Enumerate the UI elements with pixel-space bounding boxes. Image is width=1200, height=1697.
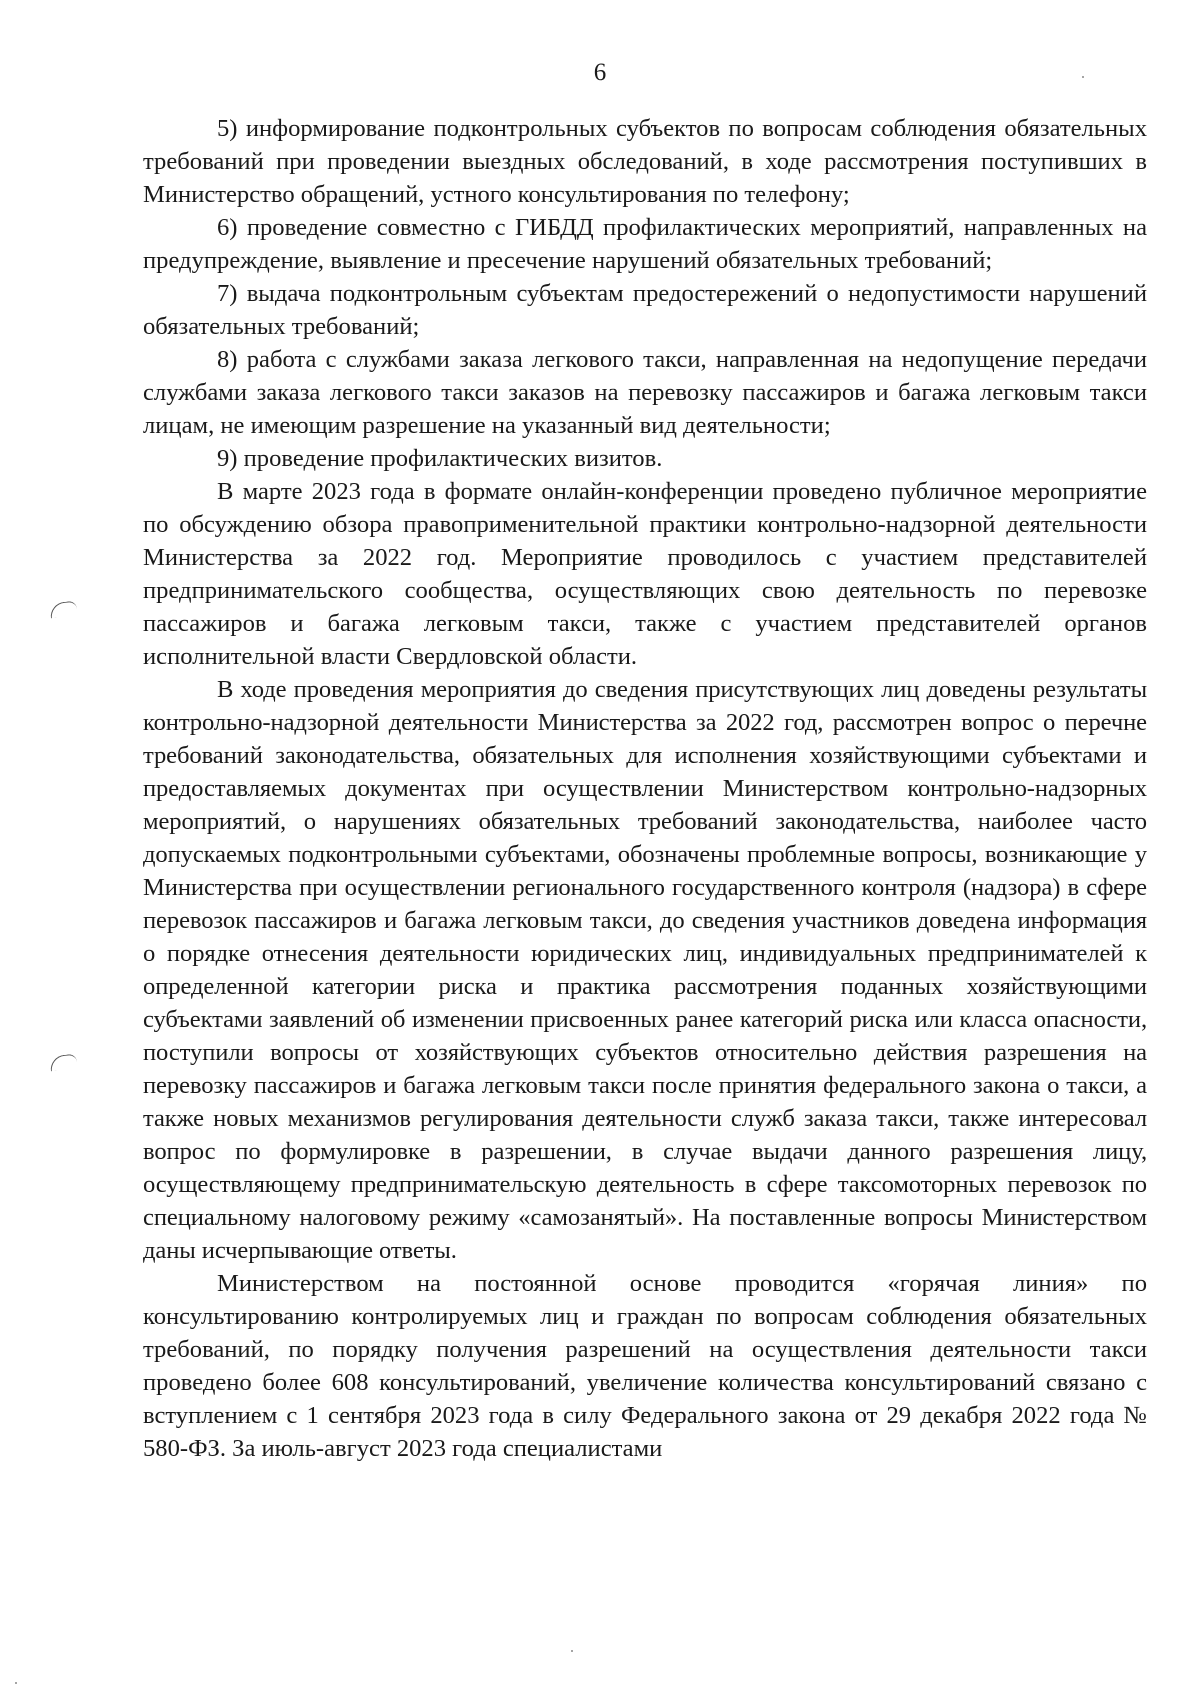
paragraph-item-7: 7) выдача подконтрольным субъектам предостережений о недопустимости нарушений обязательных требований; <box>143 280 1147 340</box>
paragraph-item-8: 8) работа с службами заказа легкового такси, направленная на недопущение передачи службами заказа легкового такси заказов на перевозку пассажиров и багажа легковым такси лицам, не имеющим разрешение на указанный вид деятельности; <box>143 346 1147 439</box>
paragraph-item-9: 9) проведение профилактических визитов. <box>217 445 663 472</box>
paragraph-item-5: 5) информирование подконтрольных субъектов по вопросам соблюдения обязательных требований при проведении выездных обследований, в ходе рассмотрения поступивших в Министерство обращений, устного консультирования по телефону; <box>143 115 1147 208</box>
hole-punch-mark-bottom <box>49 1054 77 1072</box>
paragraph-item-6: 6) проведение совместно с ГИБДД профилактических мероприятий, направленных на предупреждение, выявление и пресечение нарушений обязательных требований; <box>143 214 1147 274</box>
paragraph-public-event: В марте 2023 года в формате онлайн-конференции проведено публичное мероприятие по обсуждению обзора правоприменительной практики контрольно-надзорной деятельности Министерства за 2022 год. Мероприятие проводилось с участием представителей предпринимательского сообщества, осуществляющих свою деятельность по перевозке пассажиров и багажа легковым такси, также с участием представителей органов исполнительной власти Свердловской области. <box>143 478 1147 670</box>
page-number: 6 <box>593 59 607 86</box>
scan-speck <box>1082 76 1084 78</box>
paragraph-hotline: Министерством на постоянной основе проводится «горячая линия» по консультированию контролируемых лиц и граждан по вопросам соблюдения обязательных требований, по порядку получения разрешений на осуществления деятельности такси проведено более 608 консультирований, увеличение количества консультирований связано с вступлением с 1 сентября 2023 года в силу Федерального закона от 29 декабря 2022 года № 580-ФЗ. За июль-август 2023 года специалистами <box>143 1270 1147 1462</box>
document-body <box>143 112 1147 1465</box>
scan-speck <box>571 1650 573 1652</box>
scan-speck <box>15 1682 17 1684</box>
paragraph-event-results: В ходе проведения мероприятия до сведения присутствующих лиц доведены результаты контрольно-надзорной деятельности Министерства за 2022 год, рассмотрен вопрос о перечне требований законодательства, обязательных для исполнения хозяйствующими субъектами и предоставляемых документах при осуществлении Министерством контрольно-надзорных мероприятий, о нарушениях обязательных требований законодательства, наиболее часто допускаемых подконтрольными субъектами, обозначены проблемные вопросы, возникающие у Министерства при осуществлении регионального государственного контроля (надзора) в сфере перевозок пассажиров и багажа легковым такси, до сведения участников доведена информация о порядке отнесения деятельности юридических лиц, индивидуальных предпринимателей к определенной категории риска и практика рассмотрения поданных хозяйствующими субъектами заявлений об изменении присвоенных ранее категорий риска или класса опасности, поступили вопросы от хозяйствующих субъектов относительно действия разрешения на перевозку пассажиров и багажа легковым такси после принятия федерального закона о такси, а также новых механизмов регулирования деятельности служб заказа такси, также интересовал вопрос по формулировке в разрешении, в случае выдачи данного разрешения лицу, осуществляющему предпринимательскую деятельность в сфере таксомоторных перевозок по специальному налоговому режиму «самозанятый». На поставленные вопросы Министерством даны исчерпывающие ответы. <box>143 676 1147 1264</box>
hole-punch-mark-top <box>49 601 77 619</box>
